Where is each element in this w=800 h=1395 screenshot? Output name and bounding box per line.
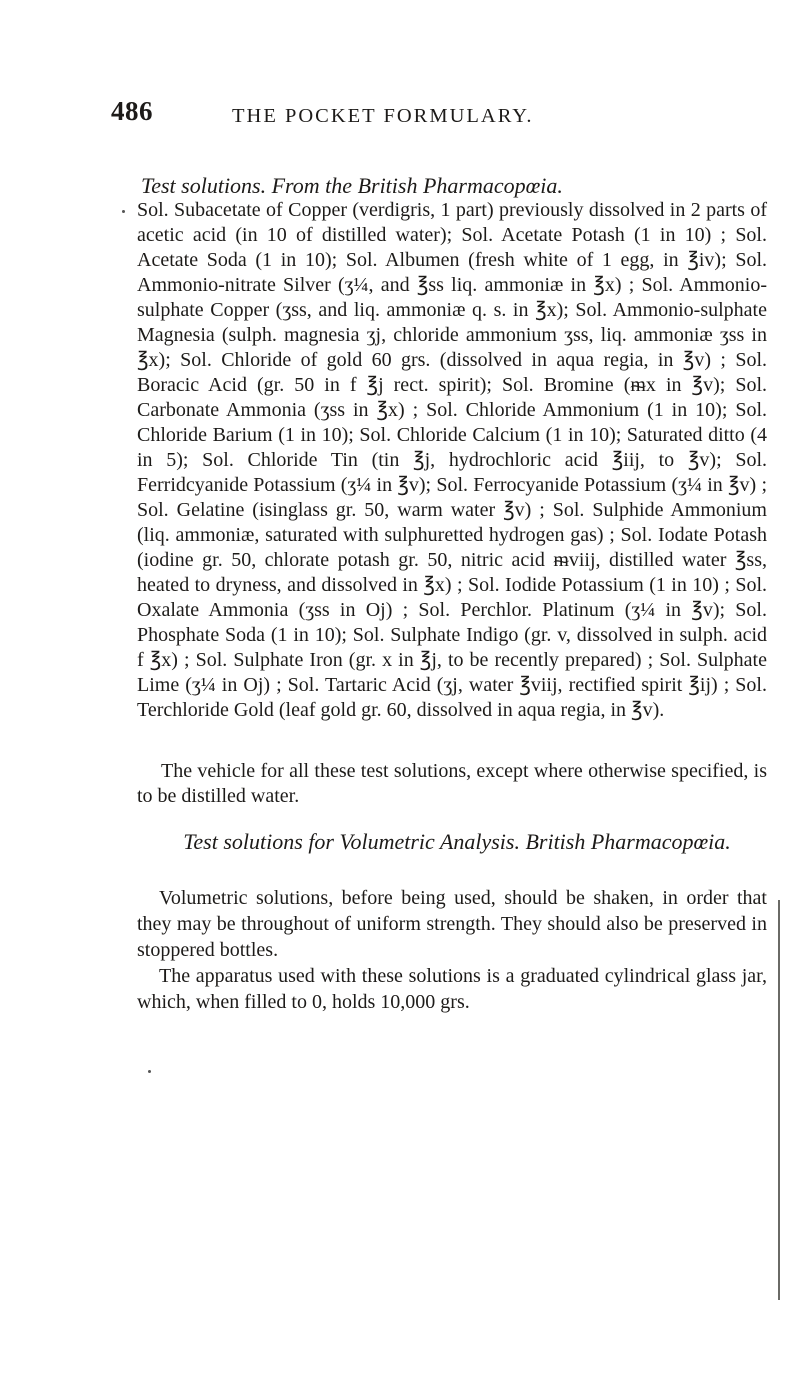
volumetric-paragraph-1: Volumetric solutions, before being used, should be shaken, in order that they may be throughout of uniform strength. They should also be preserved in stoppered bottles. (137, 887, 767, 961)
section-heading-volumetric: Test solutions for Volumetric Analysis. British Pharmacopœia. (183, 829, 731, 854)
page-number: 486 (111, 96, 153, 126)
section-heading-test-solutions: Test solutions. From the British Pharmacopœia. (141, 173, 563, 198)
margin-speck (122, 210, 125, 213)
running-title: THE POCKET FORMULARY. (232, 105, 534, 127)
margin-speck (148, 1070, 151, 1073)
test-solutions-list: Sol. Subacetate of Copper (verdigris, 1 part) previously dissolved in 2 parts of acetic acid (in 10 of distilled water); Sol. Acetate Potash (1 in 10) ; Sol. Acetate Soda (1 in 10); Sol. Albumen (fresh white of 1 egg, in ℥iv); Sol. Ammonio-nitrate Silver (ʒ¼, and ℥ss liq. ammoniæ in ℥x) ; Sol. Ammonio-sulphate Copper (ʒss, and liq. ammoniæ q. s. in ℥x); Sol. Ammonio-sulphate Magnesia (sulph. magnesia ʒj, chloride ammonium ʒss, liq. ammoniæ ʒss in ℥x); Sol. Chloride of gold 60 grs. (dissolved in aqua regia, in ℥v) ; Sol. Boracic Acid (gr. 50 in f ℥j rect. spirit); Sol. Bromine (ᵯx in ℥v); Sol. Carbonate Ammonia (ʒss in ℥x) ; Sol. Chloride Ammonium (1 in 10); Sol. Chloride Barium (1 in 10); Sol. Chloride Calcium (1 in 10); Saturated ditto (4 in 5); Sol. Chloride Tin (tin ℥j, hydrochloric acid ℥iij, to ℥v); Sol. Ferridcyanide Potassium (ʒ¼ in ℥v); Sol. Ferrocyanide Potassium (ʒ¼ in ℥v) ; Sol. Gelatine (isinglass gr. 50, warm water ℥v) ; Sol. Sulphide Ammonium (liq. ammoniæ, saturated with sulphuretted hydrogen gas) ; Sol. Iodate Potash (iodine gr. 50, chlorate potash gr. 50, nitric acid ᵯviij, distilled water ℥ss, heated to dryness, and dissolved in ℥x) ; Sol. Iodide Potassium (1 in 10) ; Sol. Oxalate Ammonia (ʒss in Oj) ; Sol. Perchlor. Platinum (ʒ¼ in ℥v); Sol. Phosphate Soda (1 in 10); Sol. Sulphate Indigo (gr. v, dissolved in sulph. acid f ℥x) ; Sol. Sulphate Iron (gr. x in ℥j, to be recently prepared) ; Sol. Sulphate Lime (ʒ¼ in Oj) ; Sol. Tartaric Acid (ʒj, water ℥viij, rectified spirit ℥ij) ; Sol. Terchloride Gold (leaf gold gr. 60, dissolved in aqua regia, in ℥v). (137, 199, 767, 721)
page-edge-shadow (778, 900, 780, 1300)
volumetric-paragraph-2: The apparatus used with these solutions is a graduated cylindrical glass jar, which, when filled to 0, holds 10,000 grs. (137, 965, 767, 1013)
vehicle-note: The vehicle for all these test solutions, except where otherwise specified, is to be distilled water. (137, 760, 767, 807)
